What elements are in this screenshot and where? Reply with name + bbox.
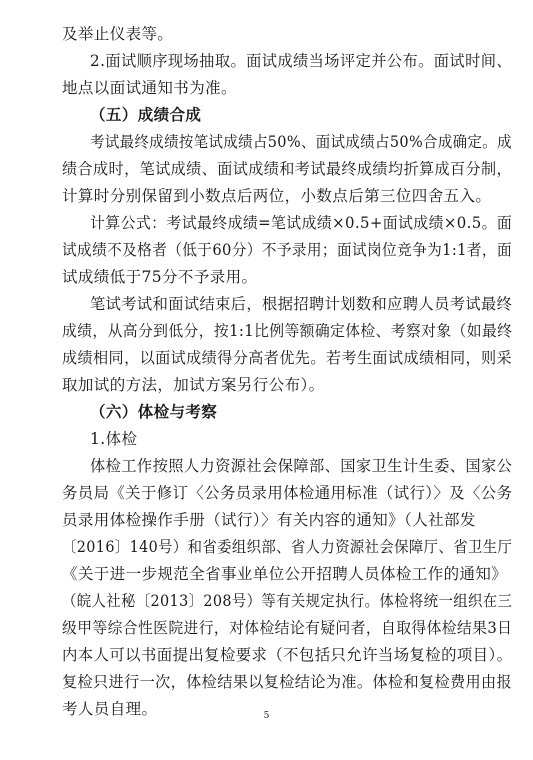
section-heading-6: （六）体检与考察: [90, 402, 218, 421]
text-line-6: 绩合成时，笔试成绩、面试成绩和考试最终成绩均折算成百分制，: [62, 160, 513, 178]
text-line-19: 员录用体检操作手册（试行）〉有关内容的通知》（人社部发: [62, 511, 476, 529]
page-number: 5: [263, 711, 270, 721]
text-line-12: 成绩，从高分到低分，按1:1比例等额确定体检、考察对象（如最终: [62, 322, 513, 340]
text-line-2: 2.面试顺序现场抽取。面试成绩当场评定并公布。面试时间、: [90, 52, 513, 70]
text-line-3: 地点以面试通知书为准。: [62, 79, 237, 97]
text-line-17: 体检工作按照人力资源社会保障部、国家卫生计生委、国家公: [90, 457, 513, 475]
text-line-13: 成绩相同，以面试成绩得分高者优先。若考生面试成绩相同，则采: [62, 349, 513, 367]
text-line-8: 计算公式：考试最终成绩=笔试成绩×0.5+面试成绩×0.5。面: [90, 214, 513, 232]
text-line-1: 及举止仪表等。: [62, 25, 174, 43]
subsection-heading-1: 1.体检: [90, 430, 138, 448]
text-line-25: 复检只进行一次，体检结果以复检结论为准。体检和复检费用由报: [62, 673, 513, 691]
text-line-11: 笔试考试和面试结束后，根据招聘计划数和应聘人员考试最终: [90, 295, 513, 313]
text-line-23: 级甲等综合性医院进行，对体检结论有疑问者，自取得体检结果3日: [62, 619, 513, 637]
text-line-21: 《关于进一步规范全省事业单位公开招聘人员体检工作的通知》: [62, 565, 508, 583]
section-heading-5: （五）成绩合成: [90, 105, 202, 124]
text-line-24: 内本人可以书面提出复检要求（不包括只允许当场复检的项目）。: [62, 646, 513, 664]
text-line-26: 考人员自理。: [62, 700, 158, 718]
text-line-7: 计算时分别保留到小数点后两位，小数点后第三位四舍五入。: [62, 187, 492, 205]
text-line-9: 试成绩不及格者（低于60分）不予录用；面试岗位竞争为1:1者，面: [62, 241, 512, 259]
text-line-18: 务员局《关于修订〈公务员录用体检通用标准（试行）〉及〈公务: [62, 484, 513, 502]
text-line-22: （皖人社秘〔2013〕208号）等有关规定执行。体检将统一组织在三: [62, 592, 513, 610]
text-line-20: 〔2016〕140号）和省委组织部、省人力资源社会保障厅、省卫生厅: [62, 538, 513, 556]
text-line-10: 试成绩低于75分不予录用。: [62, 268, 258, 286]
text-line-5: 考试最终成绩按笔试成绩占50%、面试成绩占50%合成确定。成: [90, 133, 512, 151]
text-line-14: 取加试的方法，加试方案另行公布）。: [62, 376, 325, 394]
